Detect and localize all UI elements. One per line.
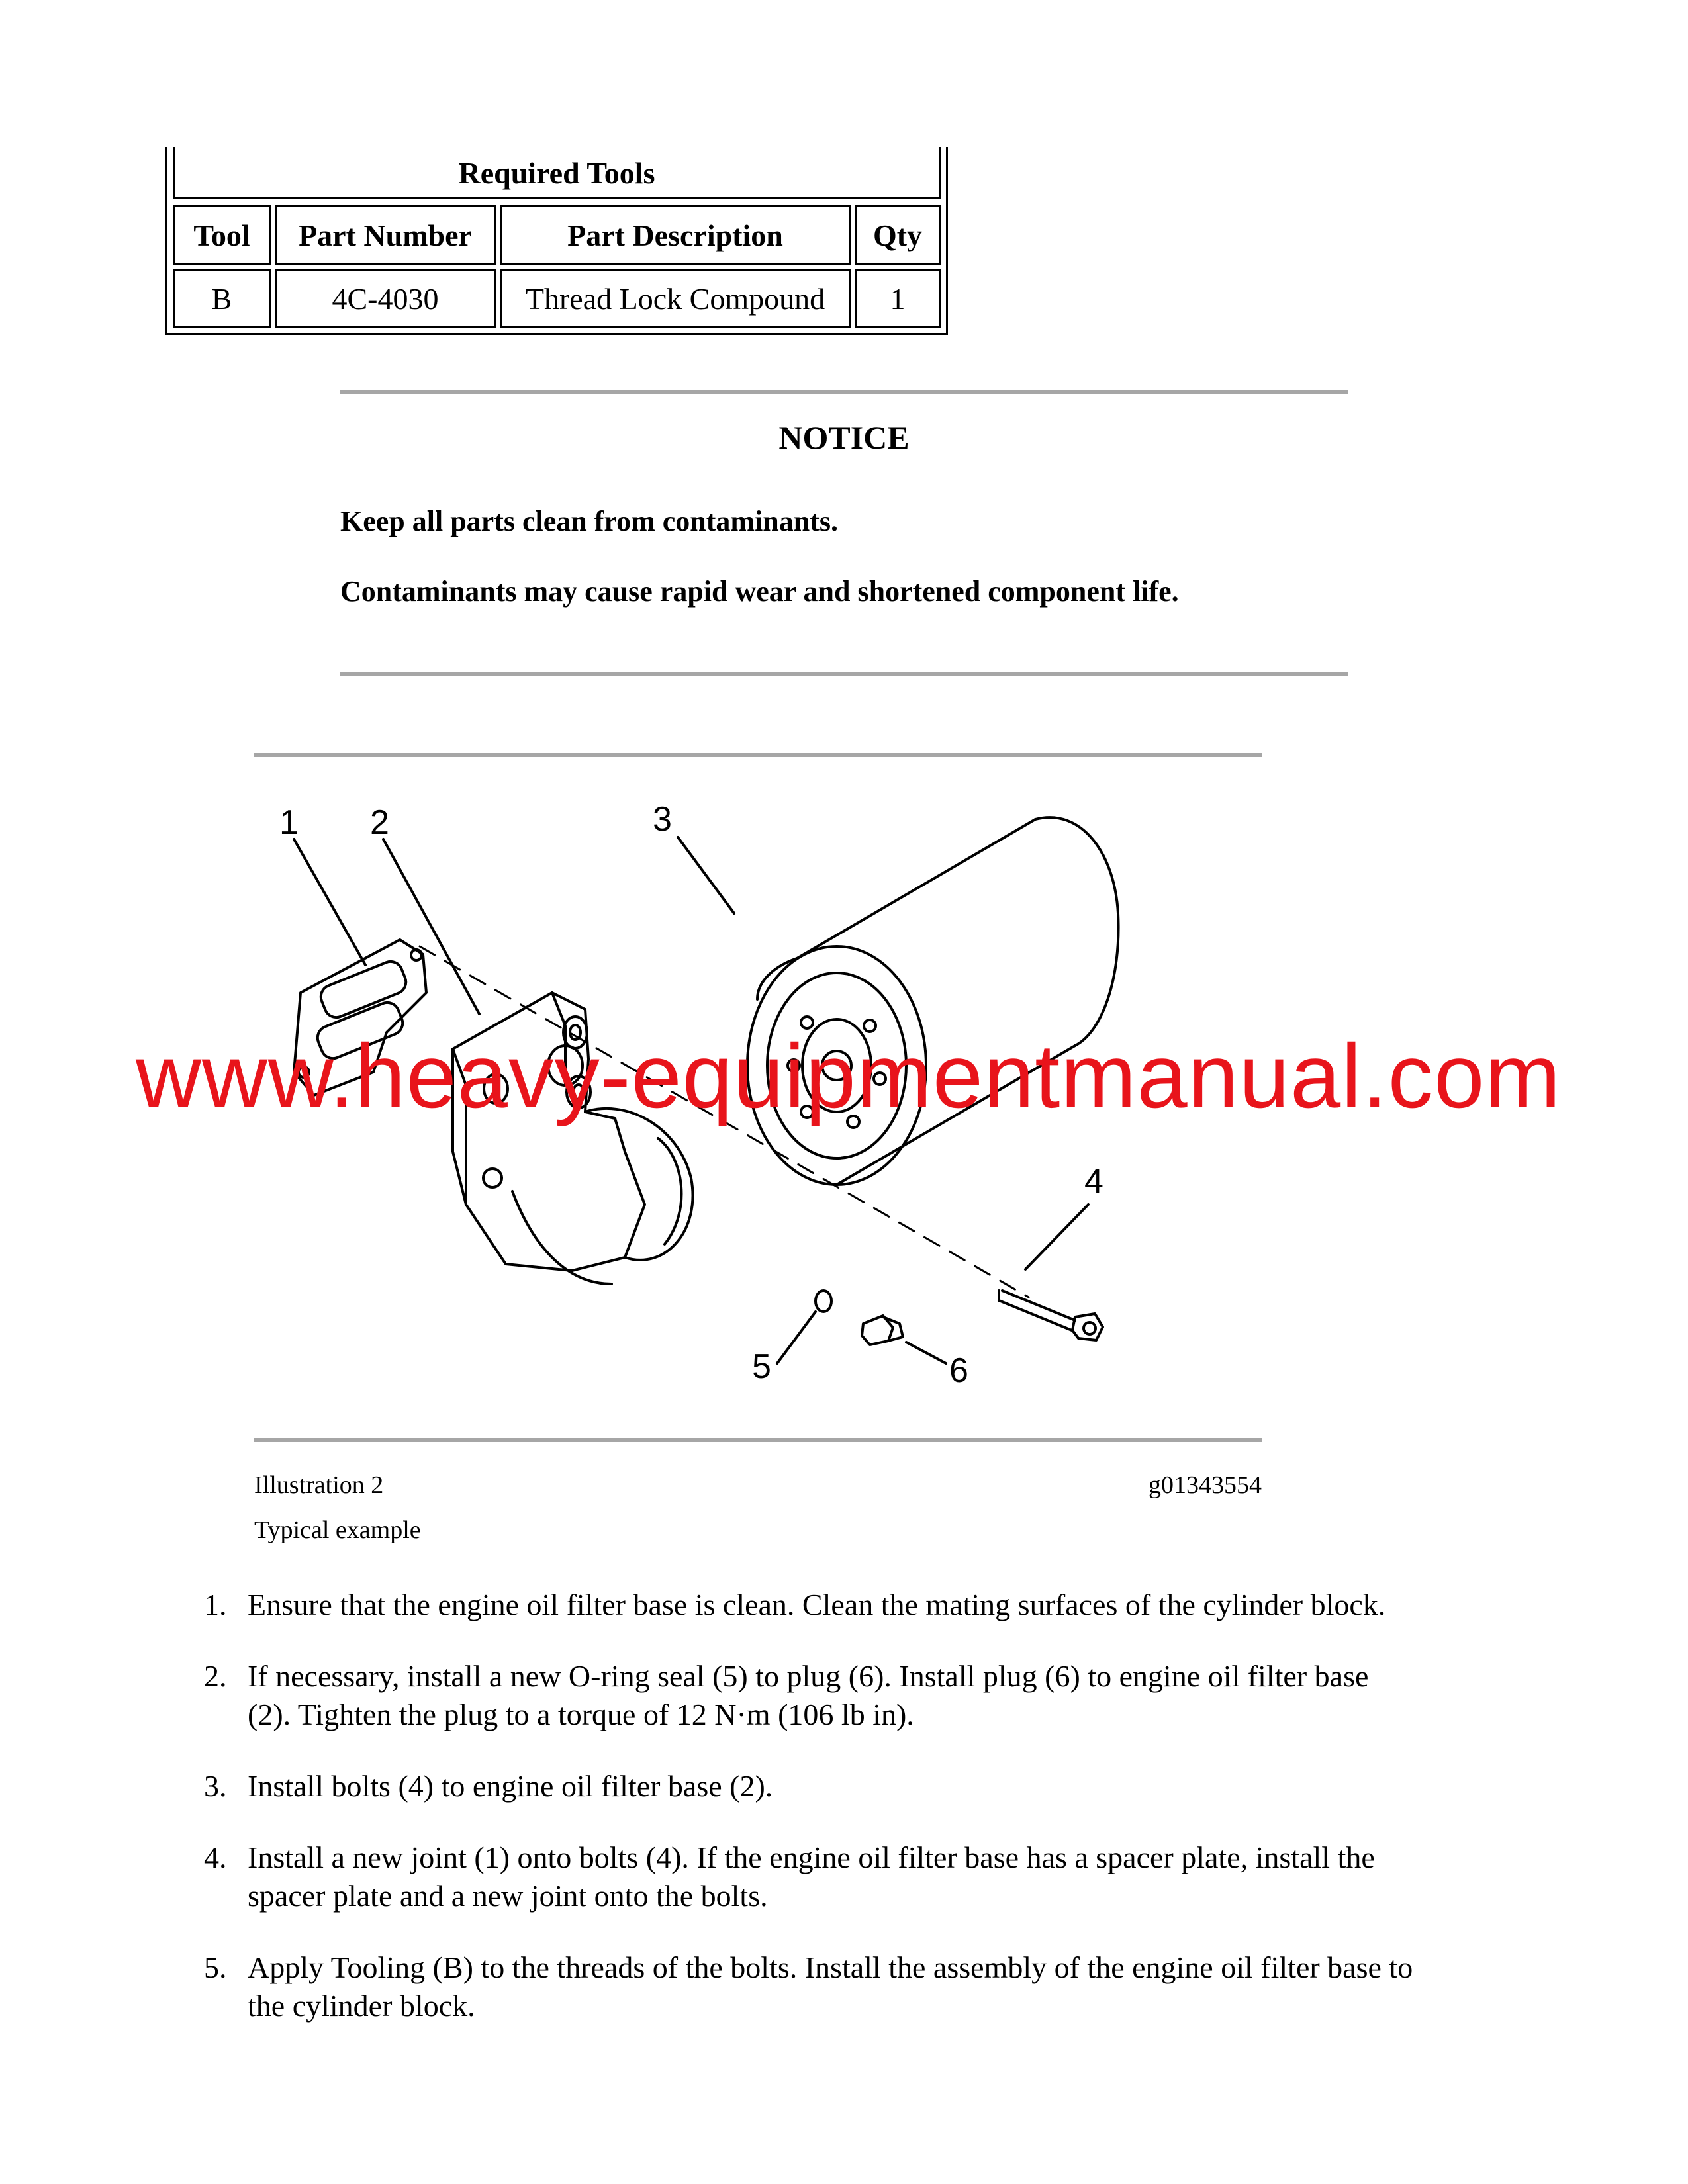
cell-qty: 1 xyxy=(855,269,941,328)
header-tool: Tool xyxy=(173,205,271,265)
leader-line-1 xyxy=(294,839,365,965)
callout-5: 5 xyxy=(752,1347,771,1386)
step-text-line: Install bolts (4) to engine oil filter base (2). xyxy=(248,1769,773,1803)
notice-title: NOTICE xyxy=(778,419,910,456)
required-tools-title: Required Tools xyxy=(173,147,941,199)
o-ring-seal-part xyxy=(816,1291,831,1312)
callout-3: 3 xyxy=(653,800,672,839)
notice-bottom-rule xyxy=(340,672,1348,676)
notice-line-2: Contaminants may cause rapid wear and shortened component life. xyxy=(340,575,1179,608)
plug-part xyxy=(862,1316,903,1345)
illustration-caption-sub: Typical example xyxy=(254,1516,421,1544)
step-5 xyxy=(204,1948,1528,2025)
step-2 xyxy=(204,1657,1528,1734)
step-number: 4. xyxy=(204,1841,227,1874)
illustration-caption-id: g01343554 xyxy=(1149,1471,1262,1499)
header-qty: Qty xyxy=(855,205,941,265)
leader-line-3 xyxy=(678,837,734,913)
header-part-number: Part Number xyxy=(275,205,496,265)
callout-1: 1 xyxy=(279,803,299,842)
notice-line-1: Keep all parts clean from contaminants. xyxy=(340,505,839,537)
cell-part-description: Thread Lock Compound xyxy=(500,269,851,328)
step-number: 5. xyxy=(204,1950,227,1984)
step-text-line: If necessary, install a new O-ring seal (5) to plug (6). Install plug (6) to engine oil filter base xyxy=(248,1659,1369,1693)
leader-line-2 xyxy=(383,839,479,1014)
step-number: 2. xyxy=(204,1659,227,1693)
leader-line-4 xyxy=(1025,1205,1088,1269)
cell-tool: B xyxy=(173,269,271,328)
illustration-bottom-rule xyxy=(254,1438,1262,1442)
illustration-caption-label: Illustration 2 xyxy=(254,1471,384,1499)
leader-line-5 xyxy=(777,1312,816,1363)
illustration-top-rule xyxy=(254,753,1262,757)
step-number: 3. xyxy=(204,1769,227,1803)
step-text-line: the cylinder block. xyxy=(248,1989,475,2023)
installation-steps xyxy=(204,1586,1528,2058)
oil-filter-part xyxy=(747,817,1119,1185)
header-part-description: Part Description xyxy=(500,205,851,265)
required-tools-table xyxy=(165,147,948,335)
step-text-line: (2). Tighten the plug to a torque of 12 N·m (106 lb in). xyxy=(248,1698,914,1731)
step-1 xyxy=(204,1586,1528,1624)
bolt-part xyxy=(999,1291,1103,1340)
callout-2: 2 xyxy=(370,803,389,842)
step-text-line: Ensure that the engine oil filter base is clean. Clean the mating surfaces of the cylinder block. xyxy=(248,1588,1386,1621)
step-4 xyxy=(204,1839,1528,1915)
step-number: 1. xyxy=(204,1588,227,1621)
notice-top-rule xyxy=(340,390,1348,394)
watermark-text: www.heavy-equipmentmanual.com xyxy=(136,1026,1562,1127)
step-text-line: Install a new joint (1) onto bolts (4). If the engine oil filter base has a spacer plate, install the xyxy=(248,1841,1375,1874)
cell-part-number: 4C-4030 xyxy=(275,269,496,328)
callout-4: 4 xyxy=(1084,1162,1103,1201)
callout-6: 6 xyxy=(949,1351,968,1390)
step-text-line: spacer plate and a new joint onto the bolts. xyxy=(248,1879,768,1913)
step-3 xyxy=(204,1767,1528,1805)
leader-line-6 xyxy=(906,1342,946,1363)
step-text-line: Apply Tooling (B) to the threads of the bolts. Install the assembly of the engine oil filter base to xyxy=(248,1950,1413,1984)
